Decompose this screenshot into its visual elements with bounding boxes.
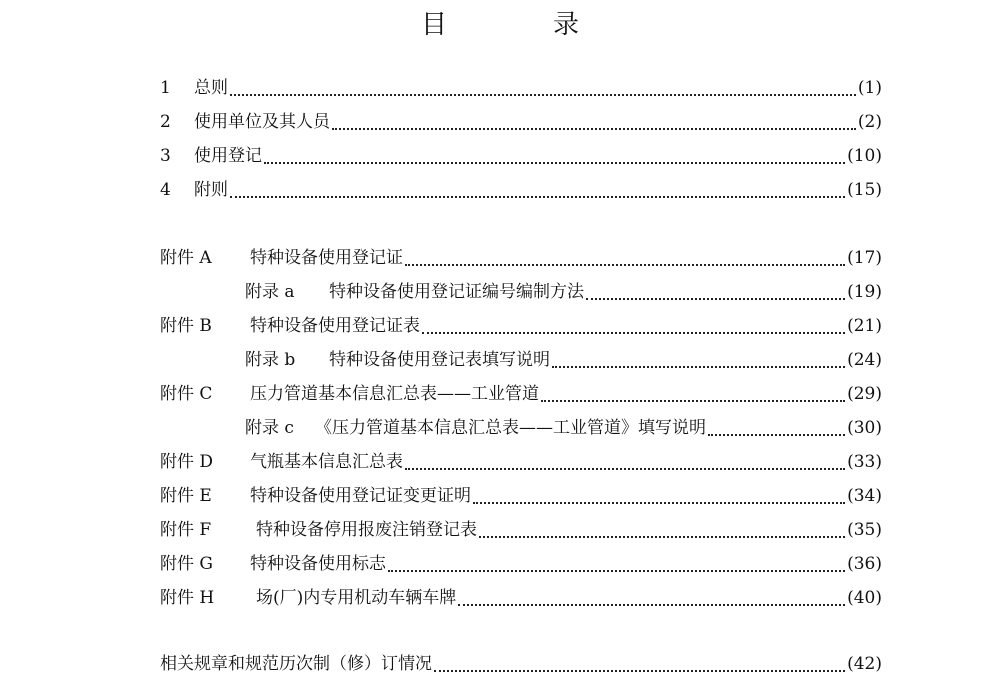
toc-entry-page: (29) xyxy=(847,384,882,404)
toc-entry-label: 特种设备使用标志 xyxy=(250,554,386,574)
dot-leader xyxy=(405,264,845,266)
dot-leader xyxy=(458,604,845,606)
dot-leader xyxy=(434,670,845,672)
toc-entry-page: (30) xyxy=(847,418,882,438)
toc-entry[interactable] xyxy=(160,652,882,676)
toc-entry[interactable] xyxy=(160,382,882,406)
toc-entry-page: (10) xyxy=(847,146,882,166)
dot-leader xyxy=(230,196,845,198)
dot-leader xyxy=(708,434,845,436)
toc-entry-label: 相关规章和规范历次制（修）订情况 xyxy=(160,654,432,674)
toc-entry-page: (42) xyxy=(847,654,882,674)
dot-leader xyxy=(541,400,845,402)
toc-entry-page: (34) xyxy=(847,486,882,506)
toc-entry-number: 1 xyxy=(160,78,171,98)
toc-entry-label: 特种设备使用登记证编号编制方法 xyxy=(329,282,584,302)
toc-entry-number: 附件 E xyxy=(160,486,212,506)
dot-leader xyxy=(422,332,845,334)
toc-entry[interactable] xyxy=(160,76,882,100)
toc-entry[interactable] xyxy=(160,484,882,508)
toc-entry[interactable] xyxy=(245,348,882,372)
toc-entry[interactable] xyxy=(160,144,882,168)
toc-entry-number: 附录 c xyxy=(245,418,294,438)
toc-entry-label: 特种设备使用登记证变更证明 xyxy=(250,486,471,506)
dot-leader xyxy=(479,536,845,538)
dot-leader xyxy=(586,298,845,300)
toc-entry[interactable] xyxy=(160,586,882,610)
toc-entry[interactable] xyxy=(160,518,882,542)
toc-entry-page: (36) xyxy=(847,554,882,574)
toc-entry-number: 2 xyxy=(160,112,171,132)
toc-entry[interactable] xyxy=(160,314,882,338)
toc-entry-page: (33) xyxy=(847,452,882,472)
toc-entry-number: 附录 b xyxy=(245,350,296,370)
toc-entry-page: (15) xyxy=(847,180,882,200)
toc-entry[interactable] xyxy=(245,280,882,304)
toc-entry[interactable] xyxy=(245,416,882,440)
toc-entry-number: 附录 a xyxy=(245,282,295,302)
toc-entry-label: 使用单位及其人员 xyxy=(194,112,330,132)
toc-entry-number: 附件 F xyxy=(160,520,212,540)
toc-entry-number: 4 xyxy=(160,180,171,200)
toc-entry-number: 附件 B xyxy=(160,316,212,336)
toc-entry-label: 使用登记 xyxy=(194,146,262,166)
toc-entry-label: 特种设备使用登记证 xyxy=(250,248,403,268)
toc-entry-page: (19) xyxy=(847,282,882,302)
toc-entry-number: 3 xyxy=(160,146,171,166)
dot-leader xyxy=(388,570,845,572)
toc-entry-label: 附则 xyxy=(194,180,228,200)
toc-entry-label: 总则 xyxy=(194,78,228,98)
dot-leader xyxy=(405,468,845,470)
toc-entry-page: (35) xyxy=(847,520,882,540)
toc-entry-page: (24) xyxy=(847,350,882,370)
toc-entry-page: (2) xyxy=(857,112,882,132)
toc-entry-page: (1) xyxy=(857,78,882,98)
toc-entry-label: 压力管道基本信息汇总表——工业管道 xyxy=(250,384,539,404)
toc-entry-page: (17) xyxy=(847,248,882,268)
toc-entry-label: 特种设备使用登记证表 xyxy=(250,316,420,336)
dot-leader xyxy=(552,366,845,368)
toc-entry-page: (21) xyxy=(847,316,882,336)
toc-entry-page: (40) xyxy=(847,588,882,608)
toc-entry-label: 《压力管道基本信息汇总表——工业管道》填写说明 xyxy=(315,418,706,438)
toc-entry-label: 场(厂)内专用机动车辆车牌 xyxy=(256,588,457,608)
toc-entry-number: 附件 C xyxy=(160,384,213,404)
toc-entry-label: 特种设备停用报废注销登记表 xyxy=(256,520,477,540)
toc-entry[interactable] xyxy=(160,178,882,202)
dot-leader xyxy=(473,502,845,504)
toc-entry-number: 附件 H xyxy=(160,588,215,608)
toc-entry-number: 附件 D xyxy=(160,452,214,472)
toc-entry-number: 附件 A xyxy=(160,248,212,268)
toc-entry-label: 气瓶基本信息汇总表 xyxy=(250,452,403,472)
toc-entry-number: 附件 G xyxy=(160,554,213,574)
page-title: 目 录 xyxy=(420,10,619,40)
toc-entry[interactable] xyxy=(160,450,882,474)
toc-entry[interactable] xyxy=(160,246,882,270)
dot-leader xyxy=(264,162,845,164)
dot-leader xyxy=(230,94,856,96)
toc-entry[interactable] xyxy=(160,552,882,576)
toc-entry-label: 特种设备使用登记表填写说明 xyxy=(329,350,550,370)
dot-leader xyxy=(332,128,856,130)
toc-entry[interactable] xyxy=(160,110,882,134)
